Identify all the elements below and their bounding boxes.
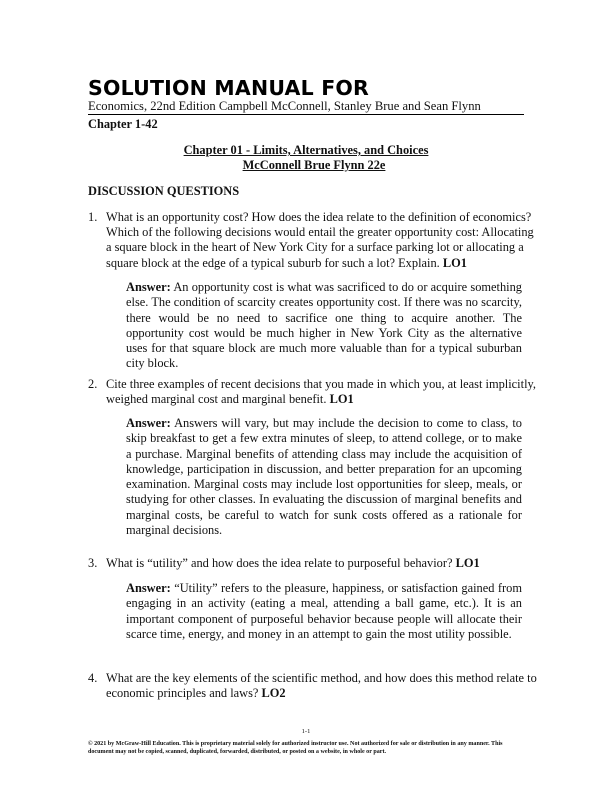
solution-manual-banner: SOLUTION MANUAL FOR — [88, 76, 370, 100]
question-4 — [88, 671, 538, 701]
question-number: 1. — [88, 210, 98, 224]
learning-objective: LO1 — [455, 556, 480, 570]
chapter-authors: McConnell Brue Flynn 22e — [242, 158, 386, 172]
question-number: 3. — [88, 556, 98, 570]
answer-text: An opportunity cost is what was sacrificed to do or acquire something else. The condition of scarcity creates opportunity cost. If there was no scarcity, there would be no need to sacrifice one thing to acquire another. The opportunity cost would be much higher in New York City as the alternative uses for that square block are much more valuable than for a typical suburban city block. — [126, 280, 522, 371]
question-text: Cite three examples of recent decisions that you made in which you, at least implicitly, weighed marginal cost and marginal benefit. LO1 — [106, 377, 536, 407]
answer-2 — [126, 416, 522, 538]
learning-objective: LO1 — [329, 392, 354, 407]
chapter-title: Chapter 01 - Limits, Alternatives, and Choices — [183, 143, 429, 157]
learning-objective: LO2 — [261, 686, 286, 701]
copyright-footer: © 2021 by McGraw-Hill Education. This is proprietary material solely for authorized instructor use. Not authorized for sale or distribution in any manner. This document may not be copied, scanned, duplicated, forwarded, distributed, or posted on a website, in whole or part. — [88, 741, 503, 755]
question-text: What is “utility” and how does the idea relate to purposeful behavior? LO1 — [106, 556, 480, 570]
chapter-heading — [88, 143, 524, 173]
question-text: What are the key elements of the scientific method, and how does this method relate to economic principles and laws? LO2 — [106, 671, 537, 701]
book-subtitle: Economics, 22nd Edition Campbell McConnell, Stanley Brue and Sean Flynn — [88, 99, 481, 113]
chapter-label: Chapter 1-42 — [88, 117, 158, 131]
learning-objective: LO1 — [442, 255, 467, 270]
answer-text: Answers will vary, but may include the decision to come to class, to skip breakfast to get a few extra minutes of sleep, to attend college, or to make a purchase. Marginal benefits of attending class may include the acquisition of knowledge, participation in discussion, and better preparation for an upcoming examination. Marginal costs may include lost opportunities for sleep, meals, or studying for other classes. In evaluating the discussion of marginal benefits and marginal costs, be careful to watch for sunk costs offered as a rationale for marginal decisions. — [126, 416, 522, 538]
question-1 — [88, 210, 538, 271]
answer-text: “Utility” refers to the pleasure, happiness, or satisfaction gained from engaging in an activity (eating a meal, attending a ball game, etc.). It is an important component of purposeful behavior because people will allocate their scarce time, energy, and money in an attempt to gain the most utility possible. — [126, 581, 522, 641]
question-number: 4. — [88, 671, 98, 685]
question-2 — [88, 377, 538, 407]
answer-label: Answer: — [126, 581, 171, 595]
question-3 — [88, 556, 538, 571]
answer-label: Answer: — [126, 416, 171, 430]
header-divider — [88, 114, 524, 115]
question-number: 2. — [88, 377, 98, 391]
answer-3 — [126, 581, 522, 642]
page-number: 1-1 — [301, 728, 311, 735]
answer-label: Answer: — [126, 280, 171, 294]
section-title: DISCUSSION QUESTIONS — [88, 184, 240, 198]
question-text: What is an opportunity cost? How does the idea relate to the definition of economics? Which of the following decisions would entail the greater opportunity cost: Allocating a square block in the heart of New York City for a surface parking lot or allocating a square block at the edge of a typical suburb for such a lot? Explain. LO1 — [106, 210, 534, 270]
answer-1 — [126, 280, 522, 372]
